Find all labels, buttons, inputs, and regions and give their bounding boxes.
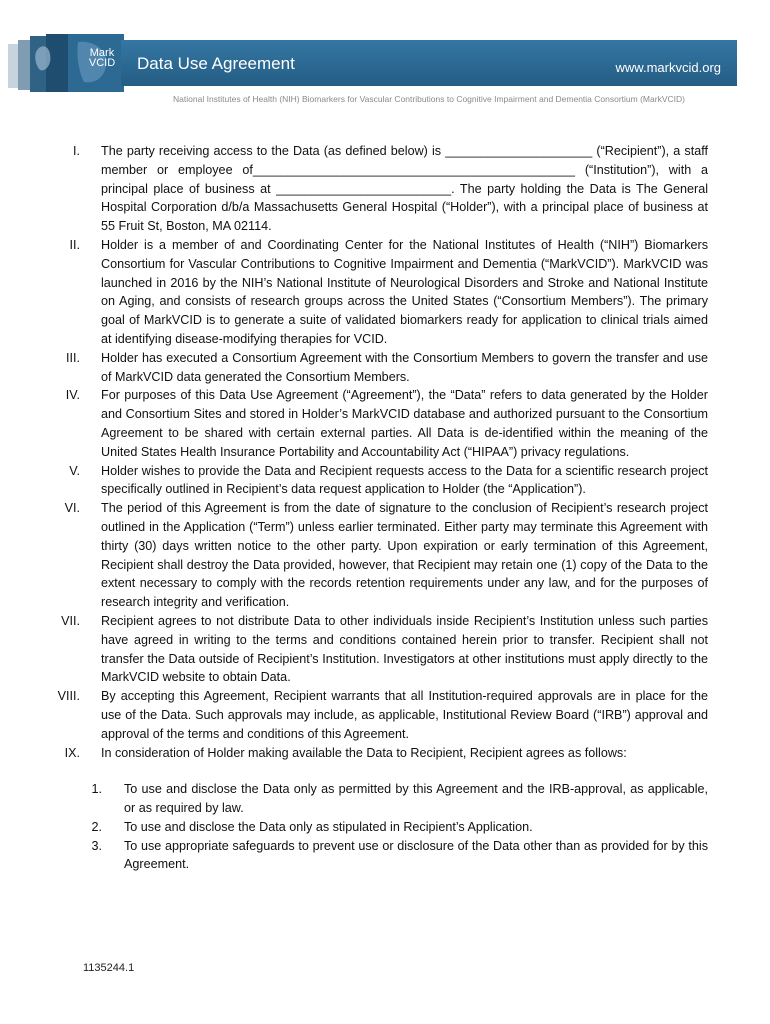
- clause-iii: [0, 349, 770, 387]
- agreement-body: [0, 142, 770, 874]
- clause-ii: [0, 236, 770, 349]
- clause-number: IX.: [64, 745, 80, 760]
- list-item-number: 1.: [91, 782, 102, 797]
- clause-ix: [0, 744, 770, 763]
- clause-v: [0, 462, 770, 500]
- clause-text: Holder wishes to provide the Data and Recipient requests access to the Data for a scientific research project specifically outlined in Recipient’s data request application to Holder (the “Application”).: [101, 463, 708, 497]
- consortium-subtitle: National Institutes of Health (NIH) Biomarkers for Vascular Contributions to Cognitive Impairment and Dementia Consortium (MarkVCID): [173, 94, 685, 104]
- clause-number: III.: [66, 350, 80, 365]
- clause-text: By accepting this Agreement, Recipient warrants that all Institution-required approvals are in place for the use of the Data. Such approvals may include, as applicable, Institutional Review Board (“IRB”) approval and approval of the terms and conditions of this Agreement.: [101, 689, 708, 741]
- website-link[interactable]: www.markvcid.org: [615, 60, 721, 75]
- document-title: Data Use Agreement: [137, 54, 295, 73]
- clause-viii: [0, 687, 770, 743]
- logo-text-vcid: VCID: [88, 57, 116, 69]
- logo-text-mark: Mark: [89, 47, 115, 59]
- document-id: 1135244.1: [83, 962, 135, 974]
- clause-text: The period of this Agreement is from the date of signature to the conclusion of Recipient’s research project outlined in the Application (“Term”) unless earlier terminated. Either party may terminate this Agreement with thirty (30) days written notice to the other party. Upon expiration or early termination of this Agreement, Recipient shall destroy the Data provided, however, that Recipient may retain one (1) copy of the Data to the extent necessary to comply with the records retention requirements under any law, and for the purposes of research integrity and verification.: [101, 501, 708, 610]
- clause-iv: [0, 386, 770, 461]
- header-banner: [121, 40, 737, 86]
- list-item-text: To use and disclose the Data only as stipulated in Recipient’s Application.: [124, 819, 533, 834]
- clause-number: V.: [69, 463, 80, 478]
- clause-text: Holder is a member of and Coordinating Center for the National Institutes of Health (“NIH”) Biomarkers Consortium for Vascular Contributions to Cognitive Impairment and Dementia (“MarkVCID”). MarkVCID was launched in 2016 by the NIH’s National Institute of Neurological Disorders and Stroke and National Institute on Aging, and consists of research groups across the United States (“Consortium Members”). The primary goal of MarkVCID is to generate a suite of validated biomarkers ready for application to clinical trials aimed at identifying disease-modifying therapies for VCID.: [101, 237, 708, 346]
- clause-text: Holder has executed a Consortium Agreement with the Consortium Members to govern the transfer and use of MarkVCID data generated the Consortium Members.: [101, 350, 708, 384]
- clause-i: [0, 142, 770, 236]
- clause-text: The party receiving access to the Data (as defined below) is _____________________ (“Recipient”), a staff member or employee of______________________________________________ (“Institution”), with a principal place of business at _________________________. The party holding the Data is The General Hospital Corporation d/b/a Massachusetts General Hospital (“Holder”), with a principal place of business at 55 Fruit St, Boston, MA 02114.: [101, 144, 708, 234]
- list-item-text: To use appropriate safeguards to prevent use or disclosure of the Data other than as provided for by this Agreement.: [124, 838, 708, 872]
- clause-number: I.: [73, 144, 80, 158]
- clause-text: In consideration of Holder making available the Data to Recipient, Recipient agrees as follows:: [101, 745, 627, 760]
- clause-number: IV.: [65, 388, 80, 403]
- markvcid-logo: [8, 34, 124, 92]
- list-item: [0, 837, 770, 875]
- clause-vi: [0, 499, 770, 612]
- list-item: [0, 780, 770, 818]
- clause-text: For purposes of this Data Use Agreement (“Agreement”), the “Data” refers to data generated by the Holder and Consortium Sites and stored in Holder’s MarkVCID database and authorized pursuant to the Consortium Agreement to be shared with certain external parties. All Data is de-identified within the meaning of the United States Health Insurance Portability and Accountability Act (“HIPAA”) privacy regulations.: [101, 388, 708, 459]
- list-item: [0, 818, 770, 837]
- clause-number: VI.: [64, 501, 80, 516]
- clause-number: VII.: [61, 613, 80, 628]
- list-item-number: 3.: [91, 838, 102, 853]
- recipient-obligations-list: [0, 780, 770, 874]
- clause-number: II.: [69, 237, 80, 252]
- clause-text: Recipient agrees to not distribute Data to other individuals inside Recipient’s Institution unless such parties have agreed in writing to the terms and conditions contained herein prior to transfer. Recipient shall not transfer the Data outside of Recipient’s Institution. Investigators at other institutions must apply directly to the MarkVCID website to obtain Data.: [101, 613, 708, 685]
- clause-vii: [0, 612, 770, 687]
- list-item-text: To use and disclose the Data only as permitted by this Agreement and the IRB-approval, as applicable, or as required by law.: [124, 782, 708, 816]
- list-item-number: 2.: [91, 819, 102, 834]
- clause-number: VIII.: [57, 689, 80, 704]
